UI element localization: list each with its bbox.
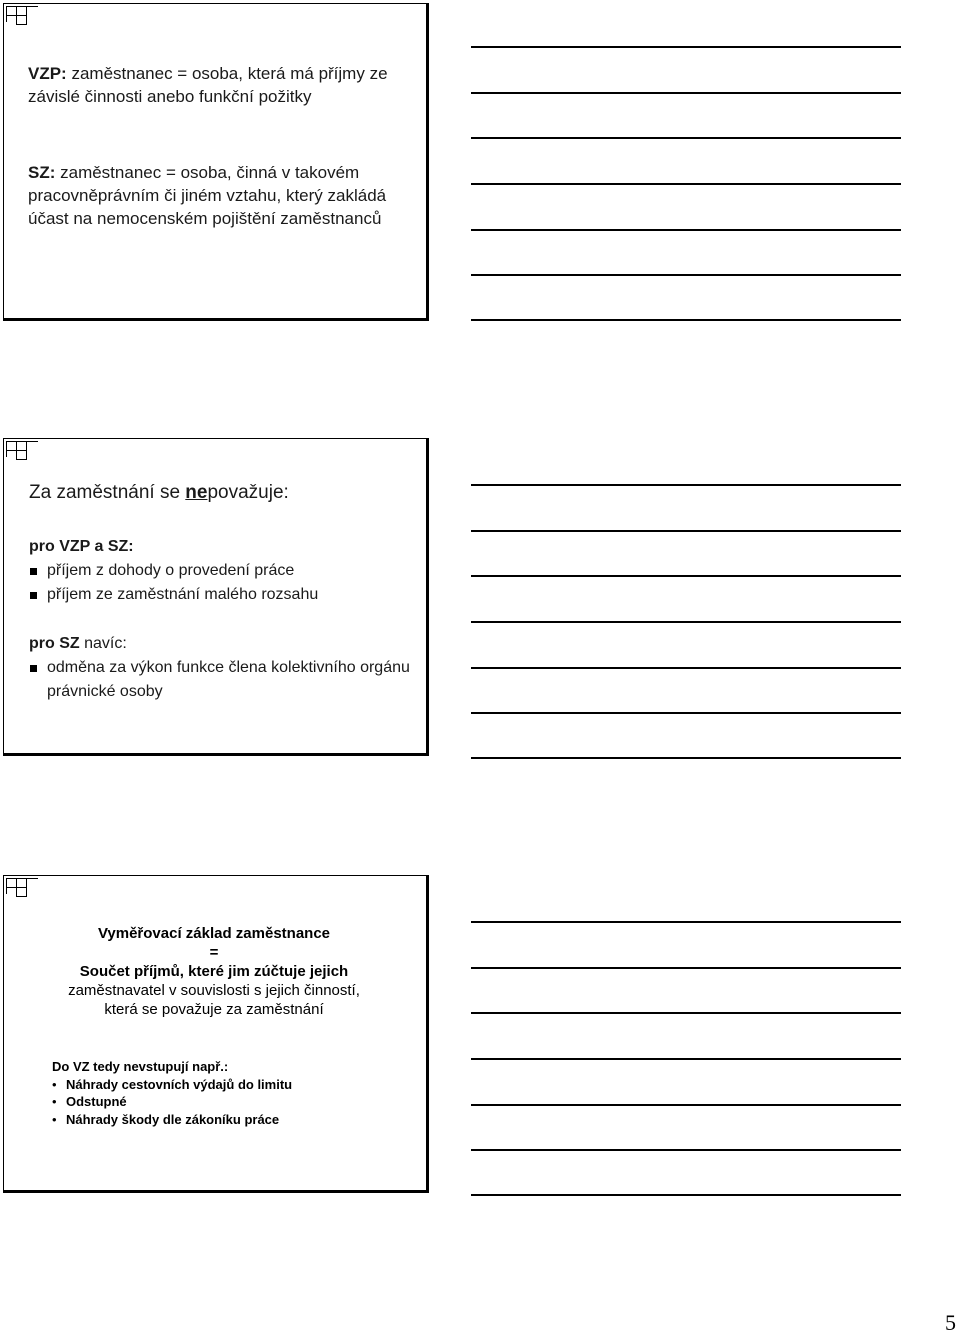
slide-1-paragraph-sz: SZ: zaměstnanec = osoba, činná v takovém pracovněprávním či jiném vztahu, který zakládá účast na nemocenském pojištění zaměstnanců xyxy=(28,163,387,228)
square-bullet-icon xyxy=(30,665,37,672)
slide-2-title: Za zaměstnání se nepovažuje: xyxy=(29,482,289,503)
note-line xyxy=(471,1194,901,1196)
list-item: • Odstupné xyxy=(52,1094,127,1109)
slide-corner-grid-icon xyxy=(4,439,40,461)
note-line xyxy=(471,92,901,94)
square-bullet-icon xyxy=(30,568,37,575)
list-title: Do VZ tedy nevstupují např.: xyxy=(52,1059,229,1074)
slide-2-section-vzp-sz: pro VZP a SZ: příjem z dohody o provedení práce příjem ze zaměstnání malého rozsahu xyxy=(29,535,419,607)
note-line xyxy=(471,484,901,486)
note-line xyxy=(471,274,901,276)
note-line xyxy=(471,1058,901,1060)
list-item: příjem z dohody o provedení práce xyxy=(29,559,419,583)
note-line xyxy=(471,712,901,714)
slide-3-definition: Vyměřovací základ zaměstnance = Součet příjmů, které jim zúčtuje jejich zaměstnavatel v souvislosti s jejich činností, která se považuje za zaměstnání xyxy=(68,925,360,1018)
slide-2 xyxy=(3,438,429,756)
list-item: odměna za výkon funkce člena kolektivního orgánu právnické osoby xyxy=(29,656,419,704)
note-line xyxy=(471,1104,901,1106)
note-line xyxy=(471,921,901,923)
note-line xyxy=(471,575,901,577)
slide-1 xyxy=(3,3,429,321)
note-line xyxy=(471,530,901,532)
note-line xyxy=(471,1012,901,1014)
note-line xyxy=(471,967,901,969)
list-item: • Náhrady cestovních výdajů do limitu xyxy=(52,1076,293,1092)
note-line xyxy=(471,137,901,139)
bullet-dot-icon: • xyxy=(52,1111,57,1127)
list-item: příjem ze zaměstnání malého rozsahu xyxy=(29,583,419,607)
note-line xyxy=(471,1149,901,1151)
note-line xyxy=(471,667,901,669)
note-line xyxy=(471,319,901,321)
note-line xyxy=(471,621,901,623)
note-line xyxy=(471,229,901,231)
slide-1-paragraph-vzp: VZP: zaměstnanec = osoba, která má příjmy ze závislé činnosti anebo funkční požitky xyxy=(28,64,388,106)
note-line xyxy=(471,46,901,48)
list-item: • Náhrady škody dle zákoníku práce xyxy=(52,1111,280,1127)
slide-2-section-sz: pro SZ navíc: odměna za výkon funkce člena kolektivního orgánu právnické osoby xyxy=(29,632,419,704)
slide-corner-grid-icon xyxy=(4,876,40,898)
bullet-dot-icon: • xyxy=(52,1076,57,1092)
note-line xyxy=(471,757,901,759)
square-bullet-icon xyxy=(30,592,37,599)
slide-3 xyxy=(3,875,429,1193)
slide-3-exclusions-list xyxy=(52,1058,412,1128)
bullet-dot-icon: • xyxy=(52,1094,57,1109)
page-number: 5 xyxy=(945,1310,956,1335)
slide-corner-grid-icon xyxy=(4,4,40,26)
note-line xyxy=(471,183,901,185)
